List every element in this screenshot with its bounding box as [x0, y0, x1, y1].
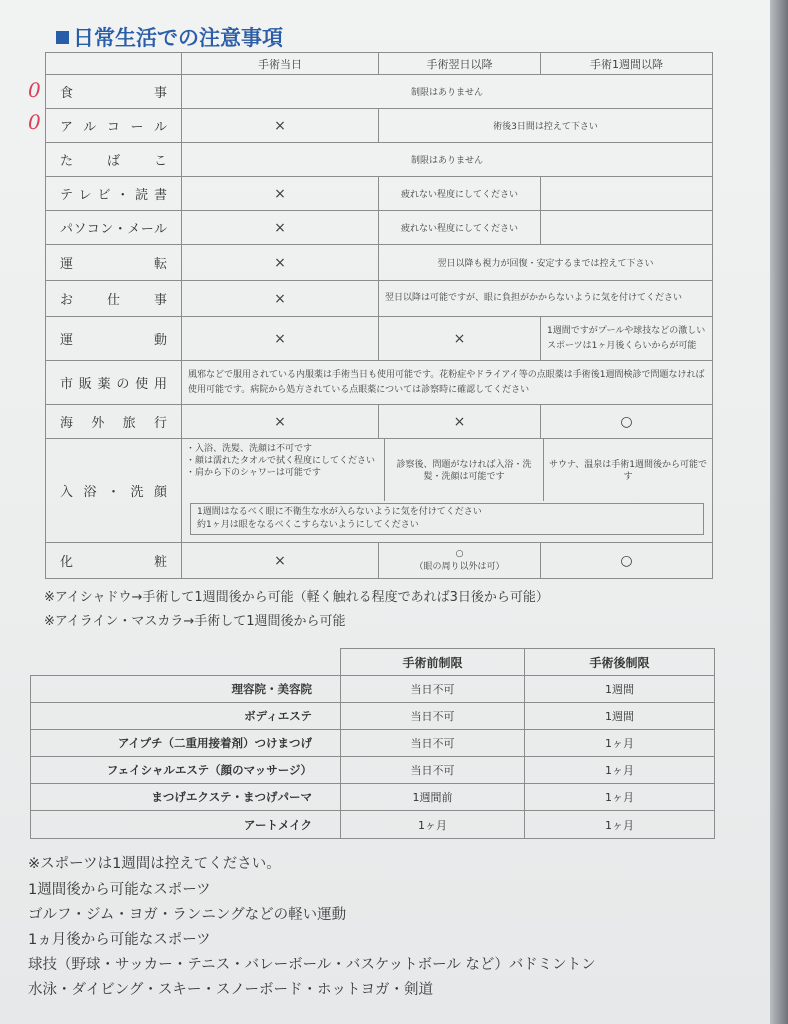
- table-row: [46, 245, 713, 281]
- table-row: [46, 439, 713, 543]
- cell: ×: [182, 281, 379, 317]
- footnote: ※アイライン・マスカラ→手術して1週間後から可能: [44, 614, 346, 629]
- table-header-row: [46, 53, 713, 75]
- cell: 当日不可: [341, 676, 525, 703]
- table-row: [31, 811, 715, 839]
- table-row: [31, 676, 715, 703]
- cell: 1ヶ月: [341, 811, 525, 839]
- table-row: [46, 361, 713, 405]
- row-label: ボディエステ: [31, 703, 341, 730]
- table-row: [31, 784, 715, 811]
- footnote: ※アイシャドウ→手術して1週間後から可能（軽く触れる程度であれば3日後から可能）: [44, 590, 549, 605]
- cell: 1週間前: [341, 784, 525, 811]
- table-row: [46, 211, 713, 245]
- table-row: [46, 317, 713, 361]
- row-label: お仕事: [46, 281, 182, 317]
- table-row: [31, 703, 715, 730]
- cell: 疲れない程度にしてください: [379, 177, 541, 211]
- column-header: 手術1週間以降: [541, 53, 713, 75]
- cell: ×: [182, 543, 379, 579]
- cell: 1週間ですがプールや球技などの激しいスポーツは1ヶ月後くらいからが可能: [541, 317, 713, 361]
- cell: 翌日以降は可能ですが、眼に負担がかからないように気を付けてください: [379, 281, 713, 317]
- handwritten-mark: 0: [28, 78, 41, 102]
- wash-day0-line: ・入浴、洗髪、洗顔は不可です: [186, 444, 313, 454]
- cell: ×: [182, 109, 379, 143]
- wash-day0-line: ・肩から下のシャワーは可能です: [186, 468, 321, 478]
- row-label: アイプチ（二重用接着剤）つけまつげ: [31, 730, 341, 757]
- row-label: 入浴・洗顔: [46, 439, 182, 543]
- table-row: [31, 757, 715, 784]
- paper-edge-background: [770, 0, 788, 1024]
- row-label: たばこ: [46, 143, 182, 177]
- cell: 1週間: [525, 676, 715, 703]
- table-row: [46, 177, 713, 211]
- header-blank: [31, 649, 341, 676]
- cell: 術後3日間は控えて下さい: [379, 109, 713, 143]
- cell: ×: [182, 405, 379, 439]
- cell: 当日不可: [341, 703, 525, 730]
- circle-mark: ○: [455, 548, 464, 559]
- sports-heading: 1ヵ月後から可能なスポーツ: [28, 932, 211, 948]
- cell: 風邪などで服用されている内服薬は手術当日も使用可能です。花粉症やドライアイ等の点眼薬は手術後1週間検診で問題なければ使用可能です。病院から処方されている点眼薬については診察時に確認してください: [182, 361, 713, 405]
- wash-day0: [182, 439, 385, 501]
- column-header: 手術翌日以降: [379, 53, 541, 75]
- cell: [541, 177, 713, 211]
- wash-week1: サウナ、温泉は手術1週間後から可能です: [548, 460, 708, 482]
- cell: ○: [541, 543, 713, 579]
- handwritten-mark: 0: [28, 110, 41, 134]
- sports-heading: 1週間後から可能なスポーツ: [28, 882, 211, 898]
- sports-note: ※スポーツは1週間は控えてください。: [28, 856, 281, 872]
- sports-list: ゴルフ・ジム・ヨガ・ランニングなどの軽い運動: [28, 907, 347, 923]
- cell: 1ヶ月: [525, 811, 715, 839]
- restriction-table: [30, 648, 715, 839]
- cell: 当日不可: [341, 730, 525, 757]
- table-row: [46, 75, 713, 109]
- table-row: [31, 730, 715, 757]
- cell: ○: [541, 405, 713, 439]
- cell: 制限はありません: [182, 143, 713, 177]
- wash-day1: 診察後、問題がなければ入浴・洗髪・洗顔は可能です: [385, 439, 544, 501]
- wash-day0-line: ・顔は濡れたタオルで拭く程度にしてください: [186, 456, 376, 466]
- row-label: テレビ・読書: [46, 177, 182, 211]
- cell: ×: [182, 211, 379, 245]
- wash-note-line: 1週間はなるべく眼に不衛生な水が入らないように気を付けてください: [197, 507, 482, 517]
- wash-note-line: 約1ヶ月は眼をなるべくこすらないようにしてください: [197, 520, 419, 530]
- cell: 翌日以降も視力が回復・安定するまでは控えて下さい: [379, 245, 713, 281]
- row-label: 化粧: [46, 543, 182, 579]
- cell: ×: [182, 177, 379, 211]
- table-row: [46, 143, 713, 177]
- row-label: 食事: [46, 75, 182, 109]
- row-label: 市販薬の使用: [46, 361, 182, 405]
- row-label: まつげエクステ・まつげパーマ: [31, 784, 341, 811]
- table-row: [46, 281, 713, 317]
- column-header: 手術前制限: [341, 649, 525, 676]
- wash-cell: [182, 439, 713, 543]
- row-label: 理容院・美容院: [31, 676, 341, 703]
- cell: [541, 211, 713, 245]
- cell: 1ヶ月: [525, 784, 715, 811]
- table-row: [46, 109, 713, 143]
- column-header: 手術当日: [182, 53, 379, 75]
- square-bullet-icon: [56, 31, 69, 44]
- table-row: [46, 543, 713, 579]
- cell: 1ヶ月: [525, 757, 715, 784]
- page-title: [56, 22, 283, 52]
- row-label: アートメイク: [31, 811, 341, 839]
- cell: 1ヶ月: [525, 730, 715, 757]
- cell: 当日不可: [341, 757, 525, 784]
- cell: 疲れない程度にしてください: [379, 211, 541, 245]
- row-label: フェイシャルエステ（顔のマッサージ）: [31, 757, 341, 784]
- column-header: 手術後制限: [525, 649, 715, 676]
- cell-text: （眼の周り以外は可）: [414, 561, 505, 572]
- sports-list: 水泳・ダイビング・スキー・スノーボード・ホットヨガ・剣道: [28, 982, 433, 998]
- row-label: パソコン・メール: [46, 211, 182, 245]
- wash-grid: [182, 439, 712, 501]
- table-row: [46, 405, 713, 439]
- cell: ×: [379, 317, 541, 361]
- row-label: アルコール: [46, 109, 182, 143]
- header-blank: [46, 53, 182, 75]
- activity-table: [45, 52, 713, 579]
- cell: [379, 543, 541, 579]
- cell: ×: [182, 317, 379, 361]
- page-title-text: 日常生活での注意事項: [73, 26, 283, 50]
- table-header-row: [31, 649, 715, 676]
- sports-list: 球技（野球・サッカー・テニス・バレーボール・バスケットボール など）バドミントン: [28, 957, 596, 973]
- row-label: 運転: [46, 245, 182, 281]
- wash-note-box: [190, 503, 704, 535]
- row-label: 海外旅行: [46, 405, 182, 439]
- cell: ×: [379, 405, 541, 439]
- row-label: 運動: [46, 317, 182, 361]
- cell: ×: [182, 245, 379, 281]
- cell: 1週間: [525, 703, 715, 730]
- cell: 制限はありません: [182, 75, 713, 109]
